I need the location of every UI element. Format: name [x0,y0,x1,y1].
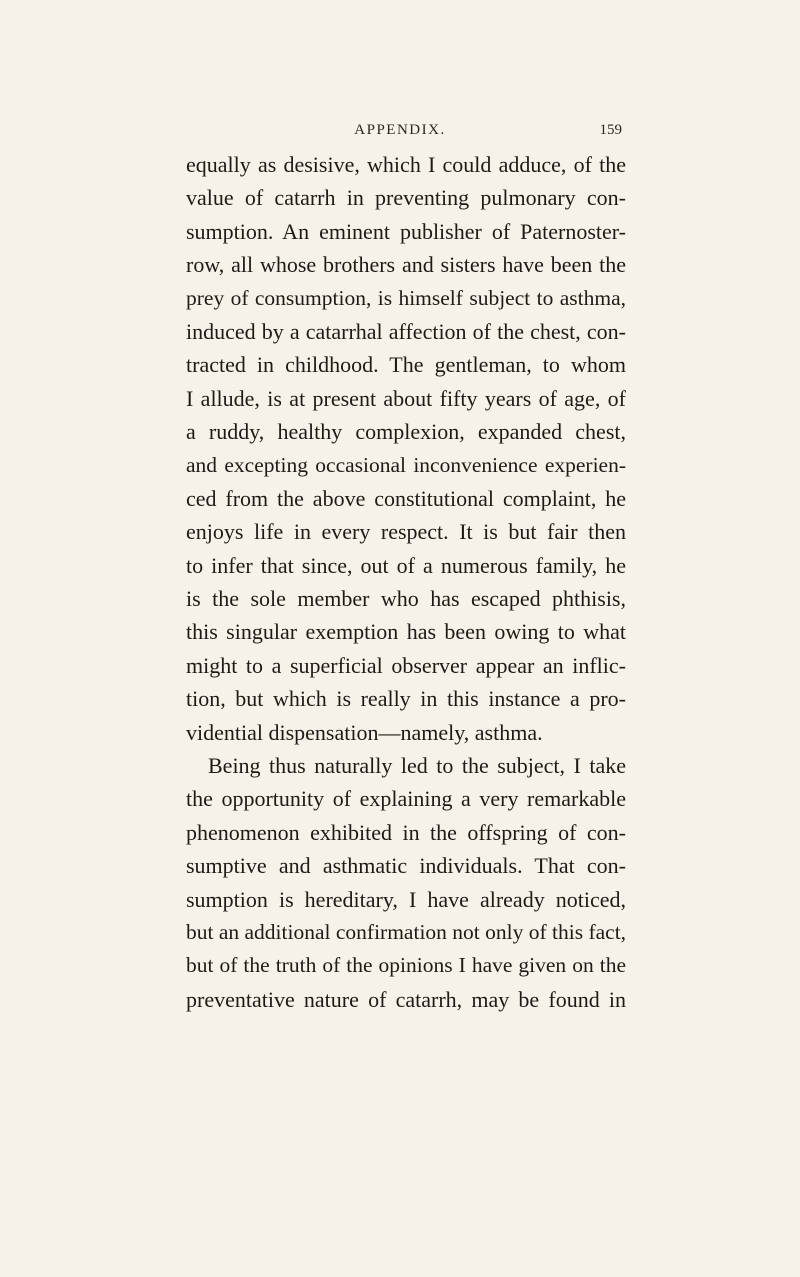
text-line: is the sole member who has escaped phthisis, [186,586,626,612]
text-line: I allude, is at present about fifty years of age, of [186,385,626,411]
running-header [0,122,800,142]
text-line: this singular exemption has been owing to what [186,619,626,645]
text-line: might to a superficial observer appear an inflic- [186,652,626,678]
text-line: but of the truth of the opinions I have given on the [186,953,626,978]
text-line: value of catarrh in preventing pulmonary con- [186,185,626,211]
body-text [186,148,626,1016]
text-line: vidential dispensation—namely, asthma. [186,719,543,745]
text-line: induced by a catarrhal affection of the chest, con- [186,318,626,344]
page-number: 159 [599,122,622,138]
text-line: prey of consumption, is himself subject to asthma, [186,285,626,310]
text-line: but an additional confirmation not only of this fact, [186,919,627,944]
text-line: preventative nature of catarrh, may be found in [186,986,626,1012]
text-line: a ruddy, healthy complexion, expanded chest, [186,419,626,445]
text-line: sumption is hereditary, I have already noticed, [186,886,626,912]
text-line: ced from the above constitutional complaint, he [186,485,626,511]
text-line: Being thus naturally led to the subject, I take [208,753,626,779]
text-line: tracted in childhood. The gentleman, to whom [186,352,626,378]
text-line: sumptive and asthmatic individuals. That con- [186,853,626,879]
text-line: sumption. An eminent publisher of Paternoster- [186,218,626,244]
text-line: the opportunity of explaining a very remarkable [186,786,626,812]
text-line: row, all whose brothers and sisters have been the [186,252,626,278]
paragraph-2 [186,749,626,1016]
running-title: APPENDIX. [354,122,446,138]
text-line: tion, but which is really in this instance a pro- [186,686,626,712]
text-line: to infer that since, out of a numerous family, he [186,552,626,578]
text-line: enjoys life in every respect. It is but fair then [186,519,626,545]
text-line: phenomenon exhibited in the offspring of con- [186,819,626,845]
text-line: and excepting occasional inconvenience experien- [186,452,626,477]
paragraph-1 [186,148,626,749]
text-line: equally as desisive, which I could adduce, of the [186,152,626,177]
